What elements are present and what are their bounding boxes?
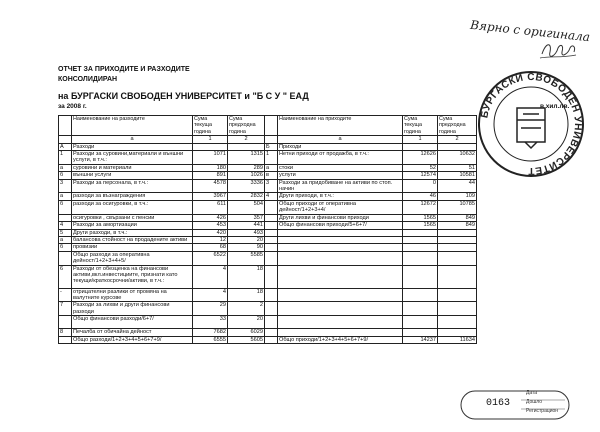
registry-stamp [459, 388, 571, 422]
university-stamp [475, 68, 587, 180]
income-current: 52 [403, 164, 438, 171]
row-code: 8 [59, 329, 72, 336]
expense-name: Разходи за лихви и други финансови разходи [72, 302, 193, 316]
table-row [59, 336, 477, 343]
row-code: - [59, 288, 72, 302]
expense-name: Разходи за амортизации [72, 222, 193, 229]
index-cell: а [278, 136, 403, 143]
row-code: 4 [59, 222, 72, 229]
table-row [59, 172, 477, 179]
row-code [265, 214, 278, 221]
expense-name: Разходи за суровини,материали и външни услуги, в т.ч.: [72, 151, 193, 165]
table-row [59, 329, 477, 336]
row-code [59, 251, 72, 265]
expense-current: 68 [193, 244, 228, 251]
table-header-row [59, 116, 477, 136]
row-code [59, 316, 72, 329]
expense-name: отрицателни разлики от промяна на валутните курсове [72, 288, 193, 302]
income-name: Разходи за придобиване на активи по стоп. начин [278, 179, 403, 193]
expense-previous: 1026 [228, 172, 265, 179]
row-code [265, 302, 278, 316]
table-body [59, 143, 477, 343]
index-cell: 1 [403, 136, 438, 143]
income-name: Други лихви и финансови приходи [278, 214, 403, 221]
index-cell: 2 [228, 136, 265, 143]
header-expenses-name: Наименование на разходите [72, 116, 193, 136]
income-previous [438, 229, 477, 236]
expense-current: 6522 [193, 251, 228, 265]
row-code [265, 329, 278, 336]
expense-current: 33 [193, 316, 228, 329]
svg-text:БУРГАСКИ СВОБОДЕН УНИВЕРСИТЕТ: БУРГАСКИ СВОБОДЕН УНИВЕРСИТЕТ [479, 71, 584, 177]
registry-label: Дата [526, 390, 538, 396]
income-previous [438, 329, 477, 336]
income-current: 0 [403, 179, 438, 193]
income-name [278, 244, 403, 251]
expense-name: Други разходи, в т.ч.: [72, 229, 193, 236]
expense-name: Общо разходи/1+2+3+4+5+6+7+9/ [72, 336, 193, 343]
row-code: 1 [59, 151, 72, 165]
expense-previous: 289 [228, 164, 265, 171]
table-row [59, 179, 477, 193]
table-row [59, 229, 477, 236]
row-code: а [59, 164, 72, 171]
income-previous: 51 [438, 164, 477, 171]
income-previous: 849 [438, 222, 477, 229]
expense-current: 4 [193, 265, 228, 288]
income-previous: 10632 [438, 151, 477, 165]
expense-previous: 90 [228, 244, 265, 251]
registry-label: Регистрацион [526, 408, 559, 414]
income-previous: 109 [438, 193, 477, 200]
expense-name: балансова стойност на продадените активи [72, 236, 193, 243]
income-current: 12672 [403, 200, 438, 214]
expense-current: 6555 [193, 336, 228, 343]
expense-previous: 5585 [228, 251, 265, 265]
income-name [278, 236, 403, 243]
expense-previous [228, 143, 265, 150]
expense-name: Разходи за персонала, в т.ч.: [72, 179, 193, 193]
row-code: а [59, 193, 72, 200]
expense-current: 12 [193, 236, 228, 243]
income-name [278, 302, 403, 316]
income-current [403, 143, 438, 150]
income-expense-table [58, 115, 477, 344]
income-current [403, 265, 438, 288]
row-code: б [59, 244, 72, 251]
row-code: Б [265, 143, 278, 150]
row-code: б [59, 200, 72, 214]
row-code: 7 [59, 302, 72, 316]
row-code: 3 [265, 179, 278, 193]
table-row [59, 251, 477, 265]
row-code [265, 200, 278, 214]
income-name [278, 329, 403, 336]
row-code: 1 [265, 151, 278, 165]
expense-current: 180 [193, 164, 228, 171]
row-code [265, 244, 278, 251]
row-code: 4 [265, 193, 278, 200]
income-current [403, 302, 438, 316]
income-current [403, 251, 438, 265]
organization-name: на БУРГАСКИ СВОБОДЕН УНИВЕРСИТЕТ и "Б С У " ЕАД [58, 91, 309, 101]
expense-previous: 441 [228, 222, 265, 229]
index-cell: 1 [193, 136, 228, 143]
expense-current: 611 [193, 200, 228, 214]
row-code [265, 236, 278, 243]
income-previous [438, 265, 477, 288]
table-row [59, 151, 477, 165]
signature [538, 40, 578, 62]
expense-current: 420 [193, 229, 228, 236]
expense-previous: 3336 [228, 179, 265, 193]
expense-name: разходи за възнаграждения [72, 193, 193, 200]
expense-previous: 5605 [228, 336, 265, 343]
registry-label: Дошло [526, 399, 542, 405]
income-previous: 10581 [438, 172, 477, 179]
index-cell: а [72, 136, 193, 143]
expense-name: Общо финансови разходи/6+7/ [72, 316, 193, 329]
row-code: в [265, 172, 278, 179]
income-name: Общо приходи/1+2+3+4+5+6+7+9/ [278, 336, 403, 343]
income-name: Други приходи, в т.ч.: [278, 193, 403, 200]
income-current [403, 229, 438, 236]
row-code [265, 336, 278, 343]
income-current: 46 [403, 193, 438, 200]
expense-previous: 493 [228, 229, 265, 236]
report-title: ОТЧЕТ ЗА ПРИХОДИТЕ И РАЗХОДИТЕ [58, 66, 190, 73]
table-row [59, 214, 477, 221]
income-name: Общо финансови приходи/5+6+7/ [278, 222, 403, 229]
header-expenses-current: Сума текуща година [193, 116, 228, 136]
income-previous: 849 [438, 214, 477, 221]
expense-previous: 2832 [228, 193, 265, 200]
income-current: 12626 [403, 151, 438, 165]
income-previous [438, 143, 477, 150]
table-row [59, 302, 477, 316]
table-row [59, 244, 477, 251]
income-current [403, 244, 438, 251]
income-previous: 11634 [438, 336, 477, 343]
income-previous [438, 316, 477, 329]
expense-name: разходи за осигуровки, в т.ч.: [72, 200, 193, 214]
row-code: 3 [59, 179, 72, 193]
expense-current: 7682 [193, 329, 228, 336]
income-name [278, 288, 403, 302]
expense-name: провизии [72, 244, 193, 251]
expense-previous: 18 [228, 265, 265, 288]
expense-current: 4 [193, 288, 228, 302]
income-current: 12574 [403, 172, 438, 179]
table-row [59, 222, 477, 229]
income-name [278, 251, 403, 265]
handwritten-note: Вярно с оригинала [469, 17, 591, 45]
row-code [265, 251, 278, 265]
row-code: А [59, 143, 72, 150]
expense-current: 29 [193, 302, 228, 316]
expense-name: осигуровки , свързани с пенсии [72, 214, 193, 221]
table-row [59, 193, 477, 200]
expense-previous: 504 [228, 200, 265, 214]
income-current [403, 329, 438, 336]
expense-current: 453 [193, 222, 228, 229]
header-income-name: Наименование на приходите [278, 116, 403, 136]
income-previous [438, 236, 477, 243]
row-code [265, 222, 278, 229]
table-row [59, 265, 477, 288]
income-name: услуги [278, 172, 403, 179]
expense-current: 3967 [193, 193, 228, 200]
income-previous [438, 288, 477, 302]
income-name: Нетни приходи от продажба, в т.ч.: [278, 151, 403, 165]
row-code [265, 316, 278, 329]
income-previous: 44 [438, 179, 477, 193]
income-name: Приходи [278, 143, 403, 150]
income-name [278, 229, 403, 236]
expense-current [193, 143, 228, 150]
income-name: стоки [278, 164, 403, 171]
expense-previous: 20 [228, 316, 265, 329]
expense-name: суровини и материали [72, 164, 193, 171]
table-row [59, 316, 477, 329]
income-previous: 10785 [438, 200, 477, 214]
units-label: в хил.лв. [540, 103, 570, 110]
table-row [59, 164, 477, 171]
row-code: 6 [59, 265, 72, 288]
header-income-previous: Сума предходна година [438, 116, 477, 136]
expense-previous: 20 [228, 236, 265, 243]
row-code [265, 288, 278, 302]
index-cell: 2 [438, 136, 477, 143]
expense-name: Общо разходи за оперативна дейност/1+2+3+4+5/ [72, 251, 193, 265]
expense-current: 4578 [193, 179, 228, 193]
income-name [278, 316, 403, 329]
row-code [265, 265, 278, 288]
table-row [59, 288, 477, 302]
expense-current: 426 [193, 214, 228, 221]
row-code: б [59, 172, 72, 179]
row-code: 5 [59, 229, 72, 236]
header-expenses-previous: Сума предходна година [228, 116, 265, 136]
expense-previous: 18 [228, 288, 265, 302]
table-row [59, 236, 477, 243]
row-code [59, 336, 72, 343]
expense-current: 891 [193, 172, 228, 179]
table-row [59, 200, 477, 214]
header-income-current: Сума текуща година [403, 116, 438, 136]
expense-previous: 2 [228, 302, 265, 316]
income-current [403, 236, 438, 243]
row-code [59, 214, 72, 221]
expense-current: 1071 [193, 151, 228, 165]
table-row [59, 143, 477, 150]
report-year: за 2008 г. [58, 103, 87, 110]
income-previous [438, 302, 477, 316]
row-code: а [59, 236, 72, 243]
expense-name: Разходи от обезценка на финансови активи,вкл.инвестициите, признати като текущи/краткосрочни/активи, в т.ч.: [72, 265, 193, 288]
income-current: 1565 [403, 222, 438, 229]
income-current: 1565 [403, 214, 438, 221]
row-code: а [265, 164, 278, 171]
income-previous [438, 251, 477, 265]
registry-number: 0163 [486, 398, 511, 409]
income-previous [438, 244, 477, 251]
income-current [403, 288, 438, 302]
report-subtitle: КОНСОЛИДИРАН [58, 76, 118, 83]
expense-name: външни услуги [72, 172, 193, 179]
income-current [403, 316, 438, 329]
column-index-row [59, 136, 477, 143]
expense-previous: 1315 [228, 151, 265, 165]
income-current: 14237 [403, 336, 438, 343]
expense-name: Разходи [72, 143, 193, 150]
income-name [278, 265, 403, 288]
expense-previous: 6029 [228, 329, 265, 336]
row-code [265, 229, 278, 236]
expense-name: Печалба от обичайна дейност [72, 329, 193, 336]
expense-previous: 357 [228, 214, 265, 221]
income-name: Общо приходи от оперативна дейност/1+2+3+4/ [278, 200, 403, 214]
